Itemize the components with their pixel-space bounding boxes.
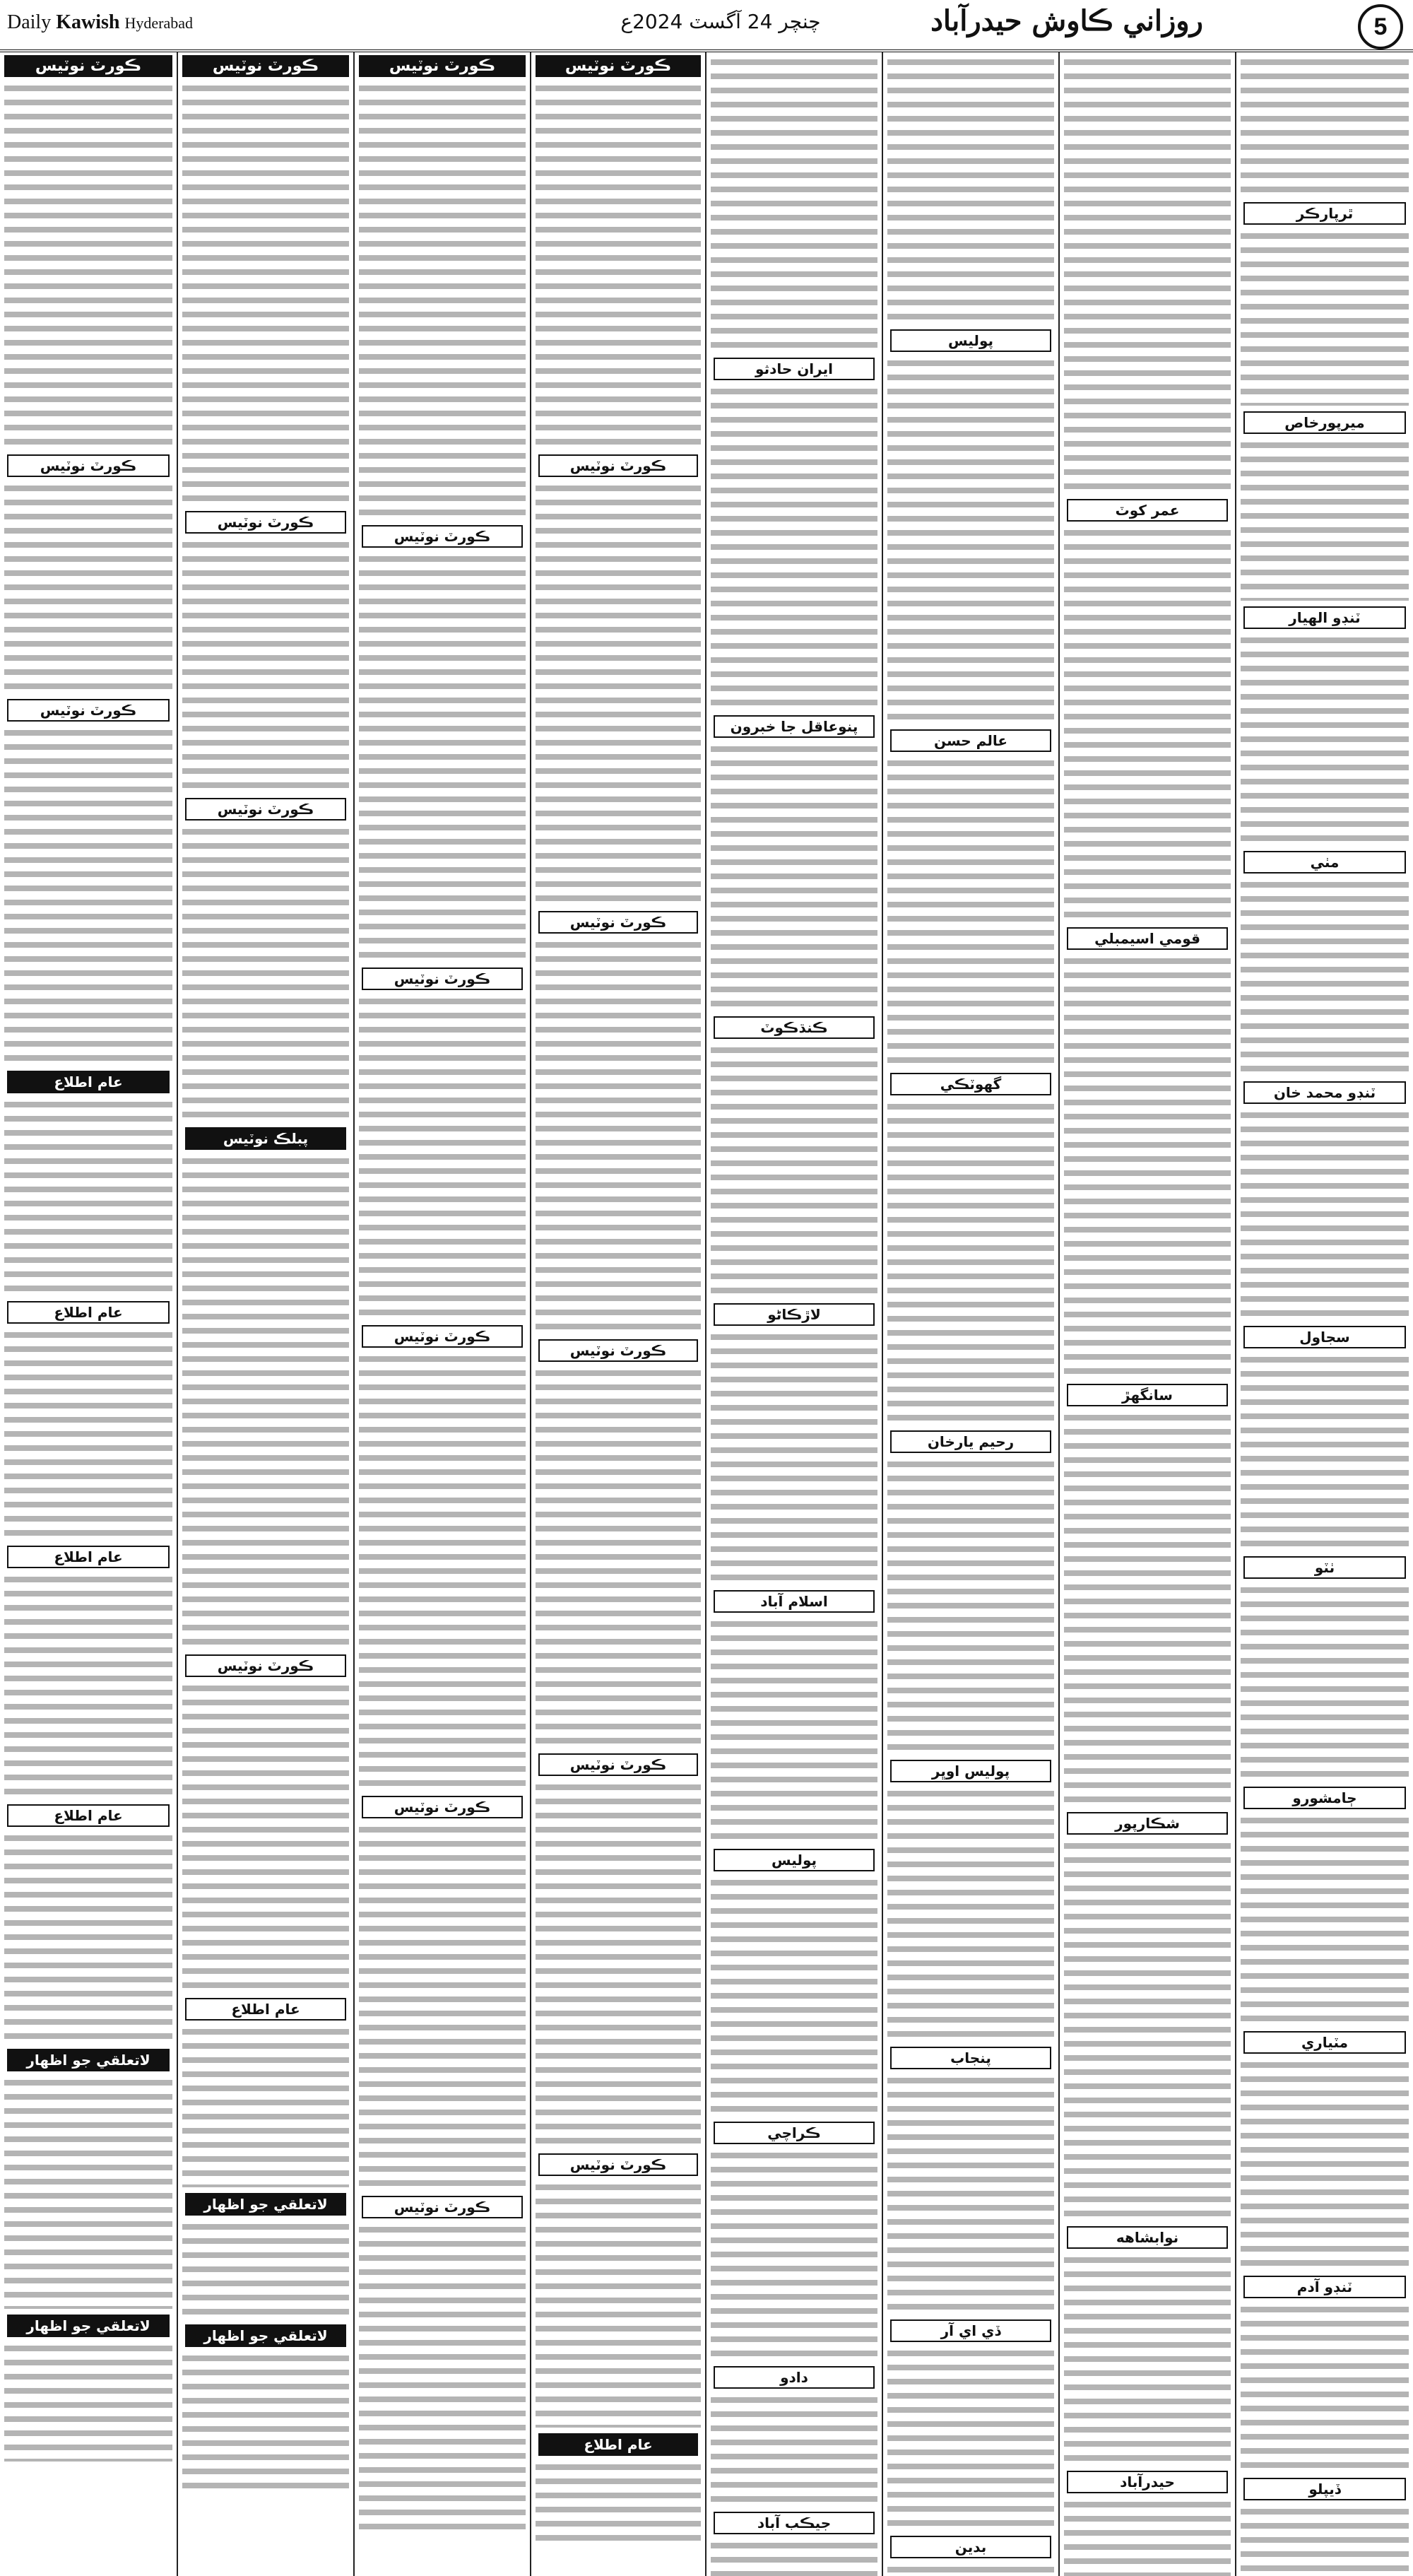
- section-heading: ٺٽو: [1243, 1556, 1406, 1579]
- article-text: [182, 2351, 349, 2493]
- article-text: [1241, 2505, 1409, 2576]
- section-heading: ڪورٽ نوٽيس: [185, 798, 346, 821]
- article-text: [182, 538, 349, 792]
- article-text: [182, 2220, 349, 2319]
- section-heading: ڏيپلو: [1243, 2478, 1406, 2500]
- section-heading: ڪورٽ نوٽيس: [7, 454, 170, 477]
- article-text: [4, 2076, 172, 2309]
- article-text: [182, 1154, 349, 1649]
- article-text: [711, 742, 877, 1011]
- article-text: [4, 1572, 172, 1799]
- article-text: [4, 1831, 172, 2043]
- section-heading: حيدرآباد: [1067, 2471, 1228, 2493]
- article-text: [1241, 2058, 1409, 2270]
- article-text: [536, 481, 701, 905]
- article-text: [711, 1043, 877, 1298]
- section-heading: لاڙڪاڻو: [714, 1303, 875, 1326]
- section-heading: پنجاب: [890, 2047, 1051, 2069]
- article-text: [1064, 1411, 1231, 1806]
- section-heading: ايران حادثو: [714, 358, 875, 380]
- section-heading: عالم حسن: [890, 729, 1051, 752]
- date-line: چنچر 24 آگسٽ 2024ع: [620, 10, 821, 33]
- article-text: [887, 356, 1054, 724]
- section-heading: ڪورٽ نوٽيس: [362, 968, 523, 990]
- section-heading: ڪورٽ نوٽيس: [362, 1325, 523, 1348]
- article-text: [711, 384, 877, 710]
- section-heading: سانگهڙ: [1067, 1384, 1228, 1406]
- section-heading: عام اطلاع: [538, 2433, 698, 2456]
- article-text: [1064, 526, 1231, 922]
- column-head: ڪورٽ نوٽيس: [4, 55, 172, 77]
- article-text: [887, 55, 1054, 324]
- column-head: ڪورٽ نوٽيس: [359, 55, 526, 77]
- column-2: [178, 52, 355, 2576]
- section-heading: ڪورٽ نوٽيس: [538, 911, 698, 934]
- article-text: [887, 1457, 1054, 1754]
- urdu-masthead: روزاني ڪاوش حيدرآباد: [930, 4, 1203, 37]
- article-text: [1064, 2498, 1231, 2576]
- article-text: [887, 2074, 1054, 2314]
- article-text: [887, 1100, 1054, 1425]
- column-8: [1236, 52, 1413, 2576]
- section-heading: ٽنڊو الهيار: [1243, 606, 1406, 629]
- article-text: [4, 1328, 172, 1540]
- article-text: [1241, 229, 1409, 406]
- article-text: [887, 756, 1054, 1067]
- column-1: [0, 52, 178, 2576]
- column-5: [706, 52, 883, 2576]
- section-heading: لاتعلقي جو اظهار: [185, 2324, 346, 2347]
- section-heading: ڪورٽ نوٽيس: [538, 1753, 698, 1776]
- article-text: [359, 552, 526, 962]
- article-text: [536, 1780, 701, 2148]
- article-text: [182, 81, 349, 505]
- article-text: [711, 1617, 877, 1843]
- section-heading: ڪورٽ نوٽيس: [538, 454, 698, 477]
- column-3: [355, 52, 531, 2576]
- masthead: [0, 0, 1413, 52]
- article-text: [1241, 1108, 1409, 1320]
- article-text: [359, 994, 526, 1319]
- section-heading: لاتعلقي جو اظهار: [185, 2193, 346, 2216]
- column-head: ڪورٽ نوٽيس: [536, 55, 701, 77]
- section-heading: عام اطلاع: [7, 1804, 170, 1827]
- section-heading: ڪراچي: [714, 2122, 875, 2144]
- article-text: [711, 55, 877, 352]
- section-heading: عام اطلاع: [7, 1301, 170, 1324]
- section-heading: بدين: [890, 2536, 1051, 2558]
- article-text: [711, 2393, 877, 2506]
- section-heading: اسلام آباد: [714, 1590, 875, 1613]
- article-text: [536, 938, 701, 1334]
- section-heading: ڪورٽ نوٽيس: [362, 2196, 523, 2218]
- section-heading: ڪورٽ نوٽيس: [362, 525, 523, 548]
- section-heading: مٺي: [1243, 851, 1406, 874]
- section-heading: مٽياري: [1243, 2031, 1406, 2054]
- article-text: [1064, 55, 1231, 493]
- section-heading: پبلڪ نوٽيس: [185, 1127, 346, 1150]
- article-text: [1064, 1839, 1231, 2221]
- section-heading: گهوٽڪي: [890, 1073, 1051, 1095]
- section-heading: ٽنڊو محمد خان: [1243, 1081, 1406, 1104]
- article-text: [1064, 2253, 1231, 2465]
- article-text: [887, 1787, 1054, 2041]
- article-text: [1241, 1583, 1409, 1781]
- section-heading: پوليس: [890, 329, 1051, 352]
- section-heading: جيڪب آباد: [714, 2512, 875, 2534]
- section-heading: عمر کوٽ: [1067, 499, 1228, 522]
- article-text: [359, 2223, 526, 2534]
- section-heading: ڪورٽ نوٽيس: [185, 1654, 346, 1677]
- english-city: Hyderabad: [124, 14, 193, 32]
- english-masthead: [7, 11, 193, 34]
- column-4: [531, 52, 706, 2576]
- section-heading: دادو: [714, 2366, 875, 2389]
- article-text: [4, 481, 172, 693]
- article-text: [711, 1876, 877, 2116]
- article-text: [1241, 2302, 1409, 2472]
- article-text: [182, 1681, 349, 1992]
- section-heading: شڪارپور: [1067, 1812, 1228, 1835]
- section-heading: پوليس: [714, 1849, 875, 1871]
- section-heading: ڪورٽ نوٽيس: [362, 1796, 523, 1818]
- section-heading: ڄامشورو: [1243, 1787, 1406, 1809]
- column-6: [883, 52, 1060, 2576]
- section-heading: عام اطلاع: [7, 1546, 170, 1568]
- section-heading: ڪنڌڪوٽ: [714, 1016, 875, 1039]
- article-text: [182, 2025, 349, 2187]
- article-text: [536, 2180, 701, 2428]
- article-text: [536, 81, 701, 449]
- column-7: [1060, 52, 1236, 2576]
- article-text: [1064, 954, 1231, 1378]
- section-heading: عام اطلاع: [7, 1071, 170, 1093]
- article-text: [4, 726, 172, 1065]
- section-heading: ٿرپارڪر: [1243, 202, 1406, 225]
- section-heading: پنوعاقل جا خبرون: [714, 715, 875, 738]
- article-text: [359, 1352, 526, 1790]
- article-text: [182, 825, 349, 1122]
- article-text: [359, 81, 526, 519]
- english-name: Daily: [7, 11, 52, 33]
- section-heading: قومي اسيمبلي: [1067, 927, 1228, 950]
- article-text: [4, 2341, 172, 2462]
- section-heading: پوليس اوڀر: [890, 1760, 1051, 1782]
- section-heading: ڪورٽ نوٽيس: [538, 2153, 698, 2176]
- section-heading: ڪورٽ نوٽيس: [538, 1339, 698, 1362]
- section-heading: نوابشاهه: [1067, 2226, 1228, 2249]
- article-text: [536, 2460, 701, 2545]
- article-text: [359, 1823, 526, 2190]
- section-heading: عام اطلاع: [185, 1998, 346, 2021]
- section-heading: سجاول: [1243, 1326, 1406, 1348]
- article-text: [1241, 1813, 1409, 2025]
- article-text: [1241, 878, 1409, 1076]
- page-number: 5: [1358, 4, 1403, 49]
- article-text: [1241, 1353, 1409, 1551]
- article-text: [536, 1366, 701, 1748]
- article-text: [4, 81, 172, 449]
- english-brand: Kawish: [56, 11, 120, 33]
- article-text: [4, 1098, 172, 1295]
- article-text: [711, 2148, 877, 2360]
- article-text: [887, 2563, 1054, 2576]
- section-heading: رحيم يارخان: [890, 1430, 1051, 1453]
- section-heading: ٽنڊو آدم: [1243, 2276, 1406, 2298]
- article-text: [711, 2539, 877, 2576]
- column-head: ڪورٽ نوٽيس: [182, 55, 349, 77]
- section-heading: ڪورٽ نوٽيس: [7, 699, 170, 722]
- section-heading: ميرپورخاص: [1243, 411, 1406, 434]
- section-heading: ڏي اي آر: [890, 2319, 1051, 2342]
- section-heading: ڪورٽ نوٽيس: [185, 511, 346, 534]
- article-text: [1241, 633, 1409, 845]
- article-text: [1241, 55, 1409, 196]
- section-heading: لاتعلقي جو اظهار: [7, 2315, 170, 2337]
- article-text: [887, 2346, 1054, 2530]
- article-text: [711, 1330, 877, 1584]
- section-heading: لاتعلقي جو اظهار: [7, 2049, 170, 2071]
- article-text: [1241, 438, 1409, 601]
